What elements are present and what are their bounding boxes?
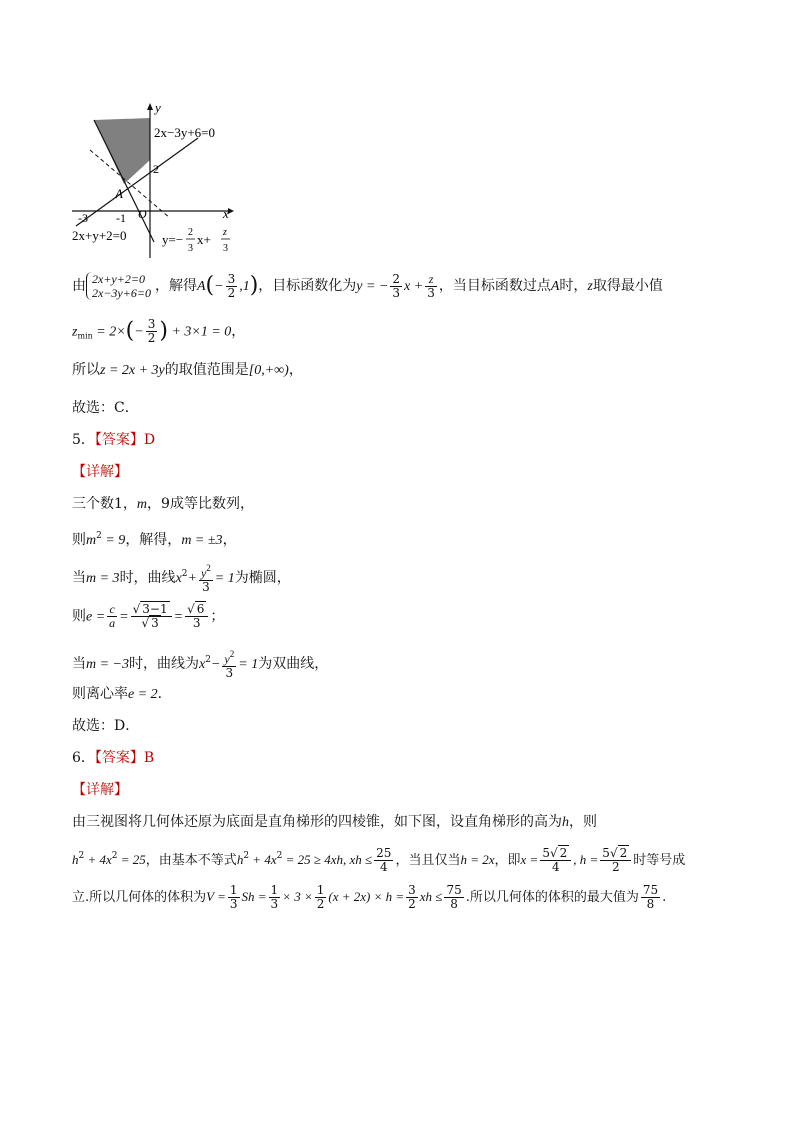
expr: , h = — [573, 852, 599, 867]
op: + — [187, 571, 197, 586]
equation-2: 2x−3y+6=0 — [92, 286, 151, 300]
point-a: A — [196, 279, 206, 294]
line3-frac2-den: 3 — [223, 243, 228, 254]
text: ，由基本不等式 — [145, 853, 237, 868]
q5-detail-label — [72, 462, 128, 482]
text: 由三视图将几何体还原为底面是直角梯形的四棱锥，如下图，设直角梯形的高为 — [72, 814, 562, 830]
num: 1 — [114, 496, 123, 512]
exponent: 2 — [78, 851, 85, 861]
radicand: 2 — [559, 846, 568, 860]
var-h: h — [72, 852, 79, 867]
y-axis-arrow — [147, 103, 153, 110]
fraction — [107, 603, 117, 630]
expr: e = — [86, 609, 106, 625]
denominator: a — [109, 616, 116, 630]
line2-label: 2x+y+2=0 — [72, 228, 127, 243]
expr: = 1 — [238, 657, 259, 672]
choice-text: 故选：D． — [72, 718, 140, 734]
q5-line-6 — [72, 684, 172, 705]
fraction — [390, 273, 402, 300]
q5-line-1 — [72, 494, 254, 515]
line3-label-a: y=− — [162, 232, 184, 247]
paren-close: ) — [159, 318, 168, 344]
text: 取得最小值 — [592, 278, 663, 294]
denominator: 3 — [202, 580, 210, 594]
expr: xh ≤ — [419, 889, 443, 904]
fraction — [540, 847, 571, 874]
linear-programming-figure — [66, 100, 236, 260]
q4-choice — [72, 398, 139, 418]
objective-y: y = − — [356, 279, 389, 294]
var-h: h — [236, 852, 244, 867]
op: = — [173, 609, 184, 625]
q5-line-4 — [72, 603, 224, 630]
q4-line-zmin — [72, 318, 245, 347]
var-x: x — [199, 657, 206, 672]
exponent: 2 — [243, 851, 250, 861]
fraction — [269, 884, 281, 911]
numerator: √ 6 — [185, 603, 208, 617]
fraction — [185, 603, 208, 630]
radicand: 6 — [196, 602, 205, 616]
point-a-label: A — [115, 186, 123, 201]
denominator: 2 — [611, 860, 620, 874]
subscript: min — [77, 331, 93, 341]
paren-open: ( — [125, 318, 135, 344]
text: ， — [147, 496, 162, 512]
text: 则 — [72, 608, 86, 625]
text: ，则 — [569, 814, 597, 830]
text: 当 — [72, 570, 86, 586]
fraction — [146, 318, 158, 345]
text: 由 — [72, 278, 86, 294]
choice-text: 故选：C． — [72, 400, 139, 416]
expr: = 25 ≥ 4xh, xh ≤ — [282, 852, 373, 867]
text: ，当且仅当 — [395, 853, 461, 868]
numerator: 1 — [316, 883, 325, 897]
expr: z = 2x + 3y — [100, 363, 165, 378]
var-m: m — [86, 533, 97, 548]
origin-label: O — [138, 207, 147, 221]
text: 则离心率 — [72, 686, 128, 702]
radicand: 3 — [151, 616, 159, 630]
q5-line-3 — [72, 562, 291, 594]
text: ，解得 — [154, 278, 197, 294]
text: 为椭圆， — [234, 570, 291, 586]
op: − — [210, 657, 221, 672]
fraction — [228, 884, 240, 911]
numerator: c — [107, 603, 117, 617]
expr: = 9 — [101, 533, 126, 548]
exponent: 2 — [206, 563, 211, 573]
coord-y: ,1 — [239, 279, 250, 294]
text: .所以几何体的体积的最大值为 — [465, 890, 639, 905]
question-number: 6． — [72, 750, 95, 766]
q6-heading — [72, 748, 154, 768]
expr: + 4x — [249, 852, 277, 867]
denominator: 3 — [192, 616, 201, 630]
answer-label: 【答案】D — [94, 432, 156, 448]
expr: × 3 × — [282, 889, 313, 904]
q6-detail-label — [72, 780, 128, 800]
numerator — [199, 562, 213, 581]
denominator: 2 — [408, 897, 416, 911]
text: . — [662, 890, 667, 905]
text: ， — [222, 532, 237, 548]
numerator: 75 — [642, 883, 659, 897]
denominator: 2 — [316, 897, 325, 911]
denominator: 8 — [450, 897, 458, 911]
line1-label: 2x−3y+6=0 — [154, 125, 215, 140]
radicand: 3−1 — [142, 602, 168, 616]
x-axis-arrow — [228, 208, 234, 214]
axis-y-label: y — [155, 100, 161, 115]
coef: 5 — [542, 846, 550, 860]
numerator: 2 — [392, 271, 401, 286]
expr: + 4x — [84, 852, 112, 867]
denominator: 3 — [229, 897, 238, 911]
numerator: 5√ 2 — [540, 847, 571, 861]
denominator: 3 — [225, 666, 234, 680]
numerator: 1 — [270, 883, 279, 897]
line3-frac2-num: z — [223, 227, 227, 238]
q5-heading — [72, 430, 155, 450]
detail-label: 【详解】 — [72, 464, 128, 480]
expr: (x + 2x) × h = — [328, 889, 405, 904]
denominator: 3 — [427, 285, 435, 300]
q5-choice — [72, 716, 139, 736]
denominator: 8 — [646, 897, 655, 911]
q4-line-solve — [72, 272, 663, 300]
line3-frac-num: 2 — [188, 227, 193, 238]
exponent: 2 — [276, 851, 283, 861]
denominator: 4 — [379, 860, 388, 874]
coef: 5 — [602, 846, 610, 860]
text: 当 — [72, 656, 86, 672]
question-number: 5． — [72, 432, 95, 448]
fraction — [444, 884, 463, 911]
fraction — [641, 884, 660, 911]
q6-line-2 — [72, 846, 685, 874]
tick-neg1: -1 — [116, 211, 126, 225]
q6-line-3 — [72, 884, 666, 911]
numerator: 3 — [227, 271, 236, 286]
q6-line-1 — [72, 812, 597, 833]
text: ，目标函数化为 — [258, 278, 357, 294]
text: 的取值范围是 — [164, 362, 249, 378]
text: ， — [231, 323, 246, 340]
fraction — [315, 884, 327, 911]
point-a: A — [550, 279, 560, 294]
fraction — [131, 603, 172, 630]
range-value: [0,+∞) — [248, 363, 289, 378]
op: = — [119, 609, 129, 625]
exponent: 2 — [111, 851, 118, 861]
radicand: 2 — [619, 846, 628, 860]
minus: − — [214, 279, 224, 294]
text: 立.所以几何体的体积为 — [72, 890, 207, 905]
var-m: m — [136, 497, 148, 512]
numerator: z — [425, 273, 437, 287]
text: ， — [122, 496, 137, 512]
detail-label: 【详解】 — [72, 782, 128, 798]
var-y: y — [224, 652, 230, 666]
expr: V = — [206, 889, 226, 904]
objective-x: x + — [404, 279, 424, 294]
text: 时，曲线为 — [129, 656, 200, 672]
expr: = 2× — [92, 324, 126, 340]
text: 为双曲线， — [258, 656, 329, 672]
exponent: 2 — [96, 531, 102, 541]
text: 时等号成 — [633, 853, 686, 868]
feasible-region — [94, 118, 150, 184]
denominator: 3 — [392, 285, 401, 300]
exponent: 2 — [205, 655, 211, 665]
var-h: h — [562, 815, 569, 830]
numerator: 1 — [229, 883, 238, 897]
denominator: 2 — [227, 285, 236, 300]
var-z: z — [72, 324, 78, 340]
exponent: 2 — [229, 649, 235, 659]
numerator — [222, 648, 236, 667]
answer-label: 【答案】B — [94, 750, 155, 766]
expr: m = 3 — [86, 571, 120, 586]
fraction — [600, 847, 631, 874]
tick-2: 2 — [153, 162, 159, 176]
line3-label-b: x+ — [197, 232, 211, 247]
text: 成等比数列， — [169, 496, 254, 512]
denominator: √ 3 — [141, 616, 159, 630]
numerator: 3 — [147, 317, 156, 331]
exponent: 2 — [181, 569, 188, 579]
expr: = 25 — [117, 852, 146, 867]
text: 所以 — [72, 362, 100, 378]
tick-neg3: -3 — [78, 211, 88, 225]
denominator: 3 — [270, 897, 279, 911]
num: 9 — [161, 496, 170, 512]
fraction — [374, 847, 393, 874]
text: ，当目标函数过点 — [438, 278, 551, 294]
text: 则 — [72, 532, 86, 548]
expr: + 3×1 = 0 — [167, 324, 232, 340]
expr: h = 2x — [460, 852, 495, 867]
numerator: 3 — [408, 883, 416, 897]
expr: x = — [520, 852, 539, 867]
text: 时，曲线 — [119, 570, 176, 586]
text: 三个数 — [72, 496, 114, 512]
expr: m = −3 — [86, 657, 130, 672]
text: 时， — [559, 278, 588, 294]
fraction — [226, 273, 238, 300]
fraction — [199, 562, 213, 594]
q5-line-2 — [72, 526, 237, 551]
expr: Sh = — [241, 889, 267, 904]
text: ， — [288, 362, 303, 378]
q5-line-5 — [72, 648, 328, 680]
axis-x-label: x — [223, 206, 229, 221]
equation-system — [86, 272, 151, 300]
text: ． — [157, 686, 172, 702]
fraction — [222, 648, 236, 680]
numerator: √ 3−1 — [131, 603, 172, 617]
line3-frac-den: 3 — [188, 243, 193, 254]
text: ，解得， — [125, 532, 182, 548]
fraction — [425, 273, 437, 300]
numerator: 25 — [376, 846, 392, 860]
equation-1: 2x+y+2=0 — [92, 272, 145, 286]
denominator: 4 — [551, 860, 560, 874]
paren-open: ( — [205, 273, 215, 298]
text: ，即 — [494, 853, 521, 868]
denominator: 2 — [147, 331, 156, 345]
expr: = 1 — [214, 571, 235, 586]
q4-line-range — [72, 360, 303, 381]
expr: e = 2 — [128, 687, 158, 702]
expr: m = ±3 — [181, 533, 223, 548]
numerator: 5√ 2 — [600, 847, 631, 861]
var-y: y — [200, 566, 207, 580]
numerator: 75 — [446, 883, 462, 897]
var-x: x — [175, 571, 182, 586]
fraction — [406, 884, 418, 911]
minus: − — [134, 324, 144, 340]
paren-close: ) — [249, 273, 259, 298]
text: ； — [210, 608, 225, 625]
var-z: z — [587, 279, 593, 294]
